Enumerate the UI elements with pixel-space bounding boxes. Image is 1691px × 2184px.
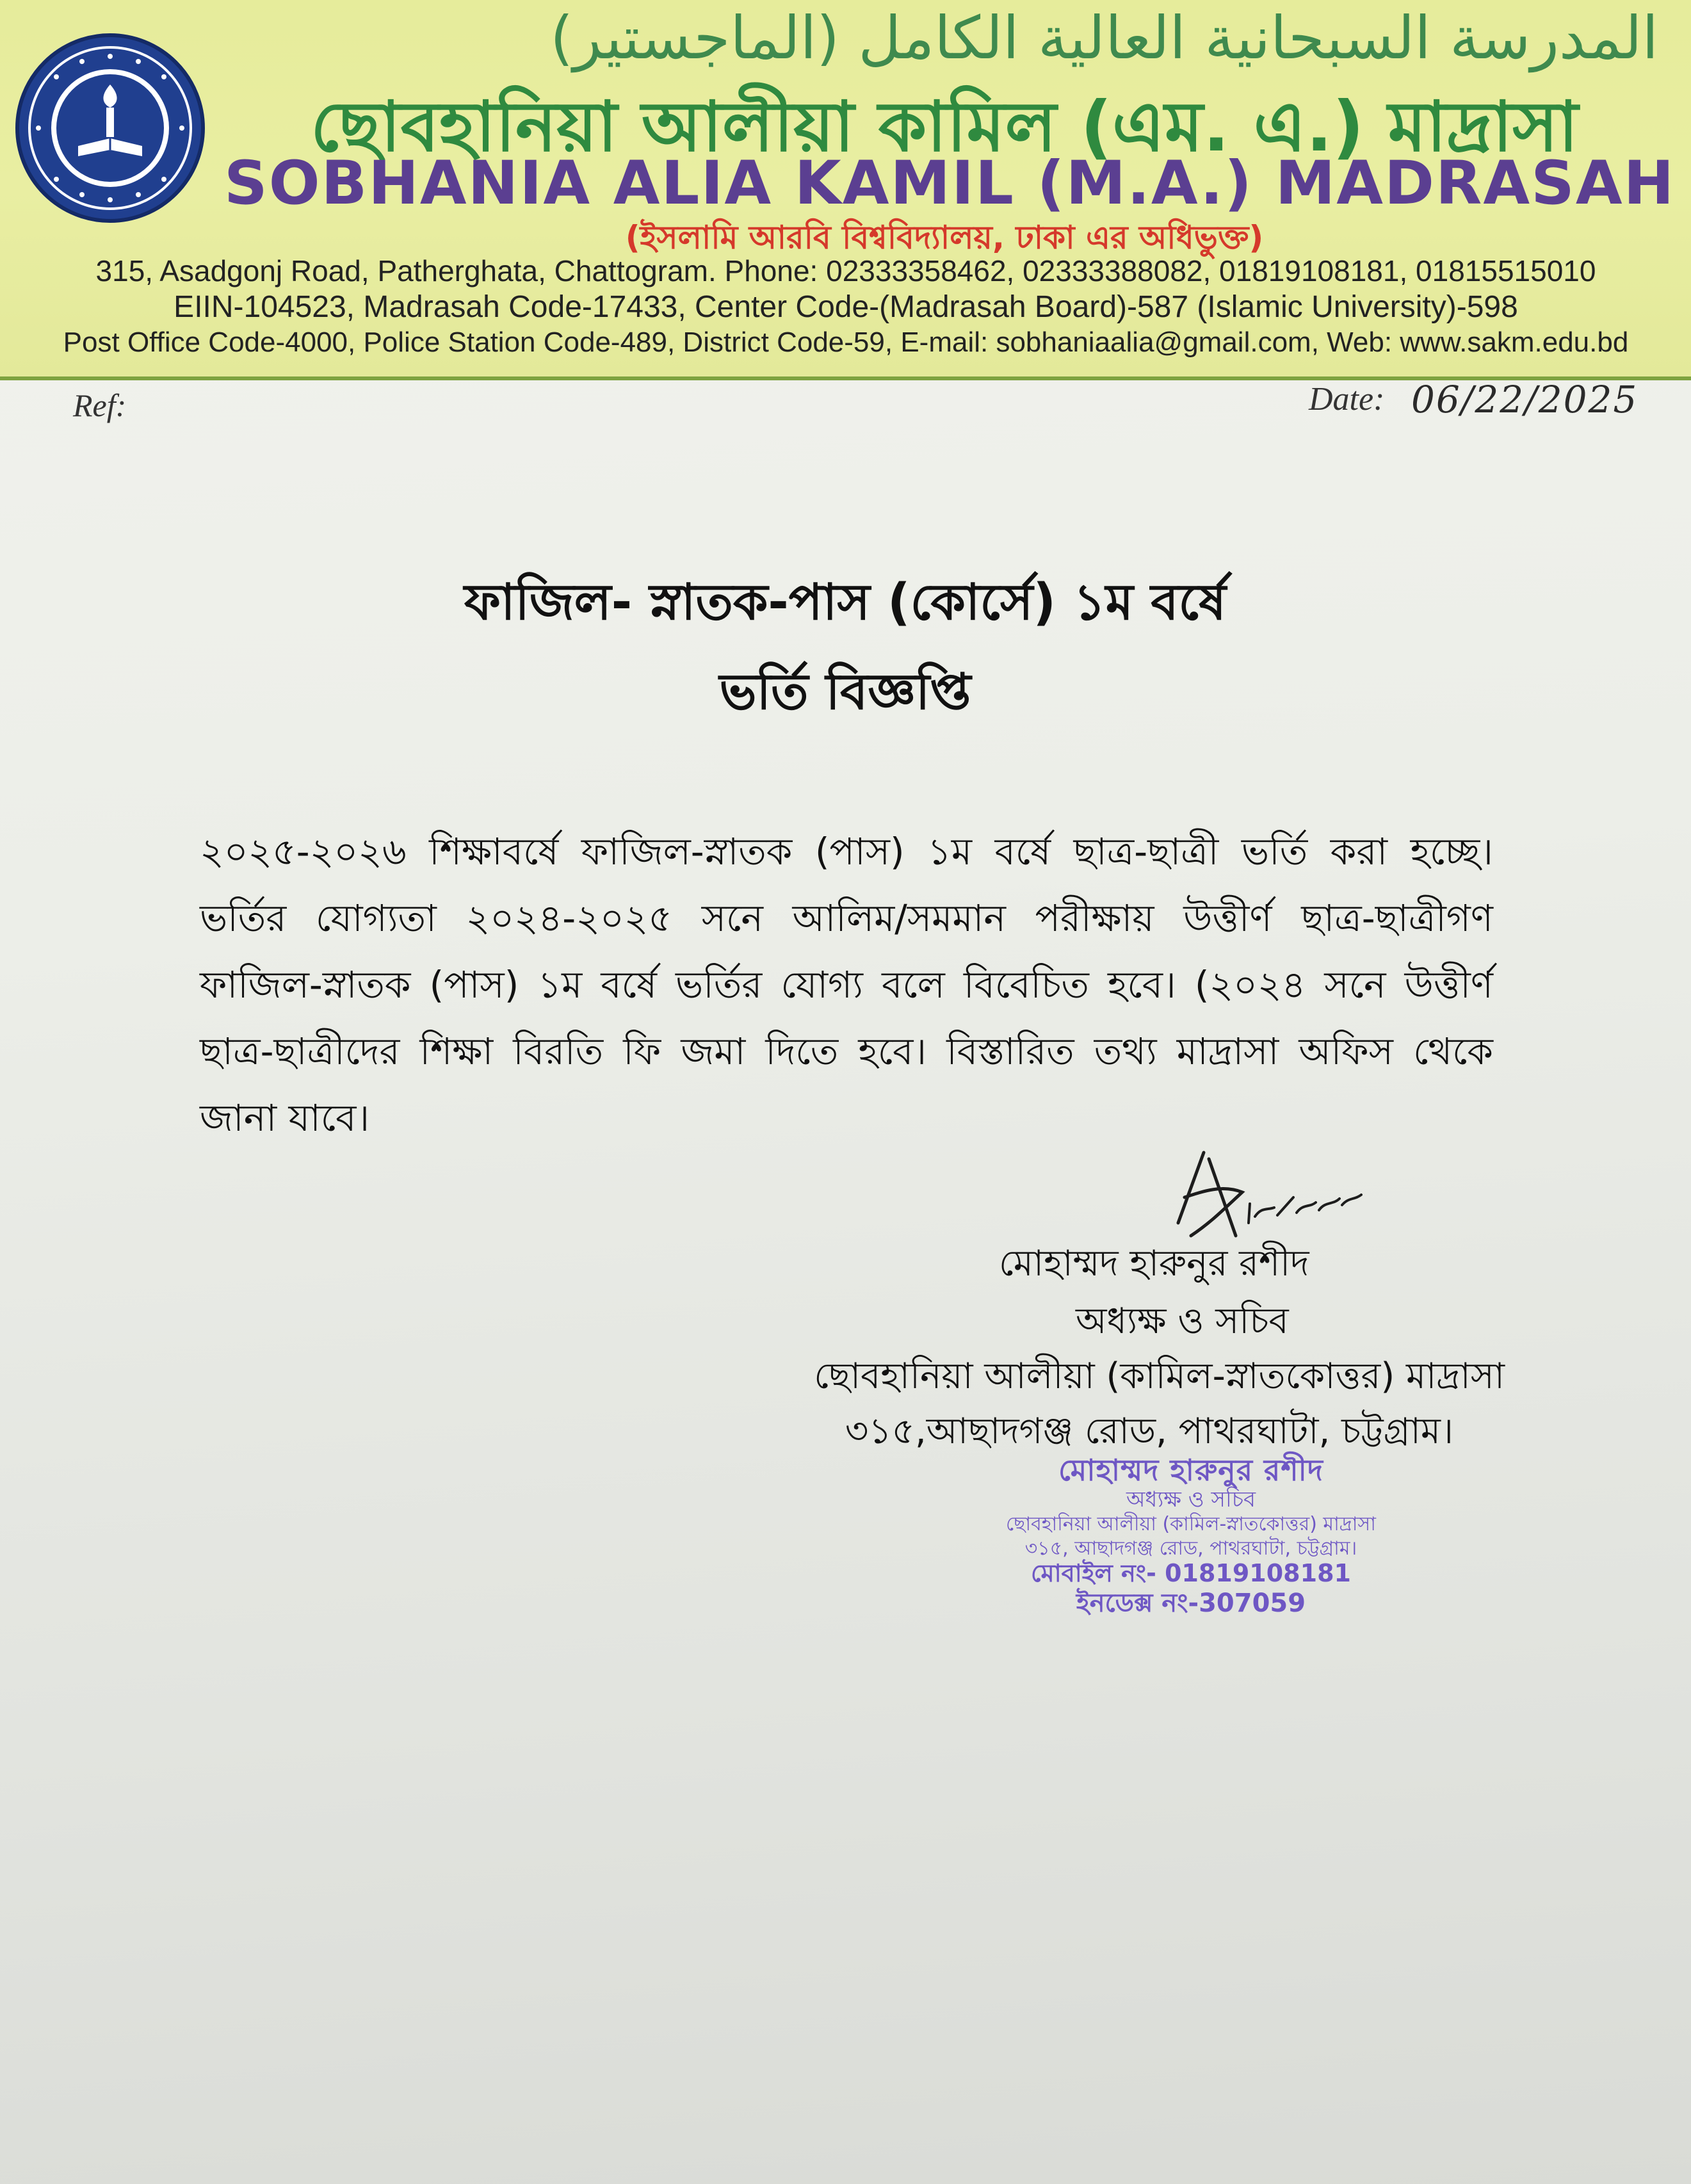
body-line-4: ছাত্র-ছাত্রীদের শিক্ষা বিরতি ফি জমা দিতে হবে। বিস্তারিত তথ্য মাদ্রাসা অফিস থেকে (200, 1030, 1493, 1073)
body-line-3: ফাজিল-স্নাতক (পাস) ১ম বর্ষে ভর্তির যোগ্য বলে বিবেচিত হবে। (২০২৪ সনে উত্তীর্ণ (200, 963, 1493, 1007)
affiliation: (ইসলামি আরবি বিশ্ববিদ্যালয়, ঢাকা এর অধিভুক্ত) (625, 219, 1264, 256)
stamp-institution: ছোবহানিয়া আলীয়া (কামিল-স্নাতকোত্তর) মাদ্রাসা (1006, 1513, 1376, 1535)
madrasah-seal-icon (15, 33, 205, 223)
date-label: Date: (1309, 381, 1385, 417)
arabic-name: المدرسة السبحانية العالية الكامل (الماجستير) (550, 4, 1658, 72)
ref-label: Ref: (73, 387, 127, 423)
stamp-index: ইনডেক্স নং-307059 (1076, 1589, 1306, 1618)
notice-title: ফাজিল- স্নাতক-পাস (কোর্সে) ১ম বর্ষে (464, 574, 1227, 631)
signatory-institution: ছোবহানিয়া আলীয়া (কামিল-স্নাতকোত্তর) মাদ্রাসা (814, 1355, 1505, 1397)
signatory-address: ৩১৫,আছাদগঞ্জ রোড, পাথরঘাটা, চট্টগ্রাম। (845, 1411, 1453, 1452)
stamp-address: ৩১৫, আছাদগঞ্জ রোড, পাথরঘাটা, চট্টগ্রাম। (1024, 1537, 1357, 1560)
stamp-mobile: মোবাইল নং- 01819108181 (1031, 1559, 1351, 1587)
body-line-2: ভর্তির যোগ্যতা ২০২৪-২০২৫ সনে আলিম/সমমান পরীক্ষায় উত্তীর্ণ ছাত্র-ছাত্রীগণ (200, 896, 1493, 940)
contact-email-line: Post Office Code-4000, Police Station Code-489, District Code-59, E-mail: sobhaniaalia@gmail.com, Web: www.sakm.edu.bd (63, 327, 1629, 358)
body-line-5: জানা যাবে। (200, 1096, 370, 1140)
signature-graphic (1165, 1146, 1370, 1249)
english-name: SOBHANIA ALIA KAMIL (M.A.) MADRASAH (224, 149, 1676, 218)
stamp-title: অধ্যক্ষ ও সচিব (1126, 1487, 1256, 1512)
letterhead (0, 0, 1691, 380)
date-value: 06/22/2025 (1411, 378, 1638, 421)
seal-graphic (19, 37, 201, 219)
contact-address-line: 315, Asadgonj Road, Patherghata, Chattogram. Phone: 02333358462, 02333388082, 01819108181, 01815515010 (95, 254, 1596, 287)
signatory-title: অধ্যক্ষ ও সচিব (1076, 1300, 1289, 1342)
body-line-1: ২০২৫-২০২৬ শিক্ষাবর্ষে ফাজিল-স্নাতক (পাস) ১ম বর্ষে ছাত্র-ছাত্রী ভর্তি করা হচ্ছে। (200, 830, 1493, 873)
contact-codes-line: EIIN-104523, Madrasah Code-17433, Center Code-(Madrasah Board)-587 (Islamic University)-598 (174, 290, 1518, 324)
bangla-name: ছোবহানিয়া আলীয়া কামিল (এম. এ.) মাদ্রাসা (311, 87, 1578, 167)
signatory-name: মোহাম্মদ হারুনুর রশীদ (999, 1243, 1309, 1284)
notice-subtitle: ভর্তি বিজ্ঞপ্তি (719, 663, 971, 721)
stamp-name: মোহাম্মদ হারুনুর রশীদ (1058, 1453, 1323, 1487)
